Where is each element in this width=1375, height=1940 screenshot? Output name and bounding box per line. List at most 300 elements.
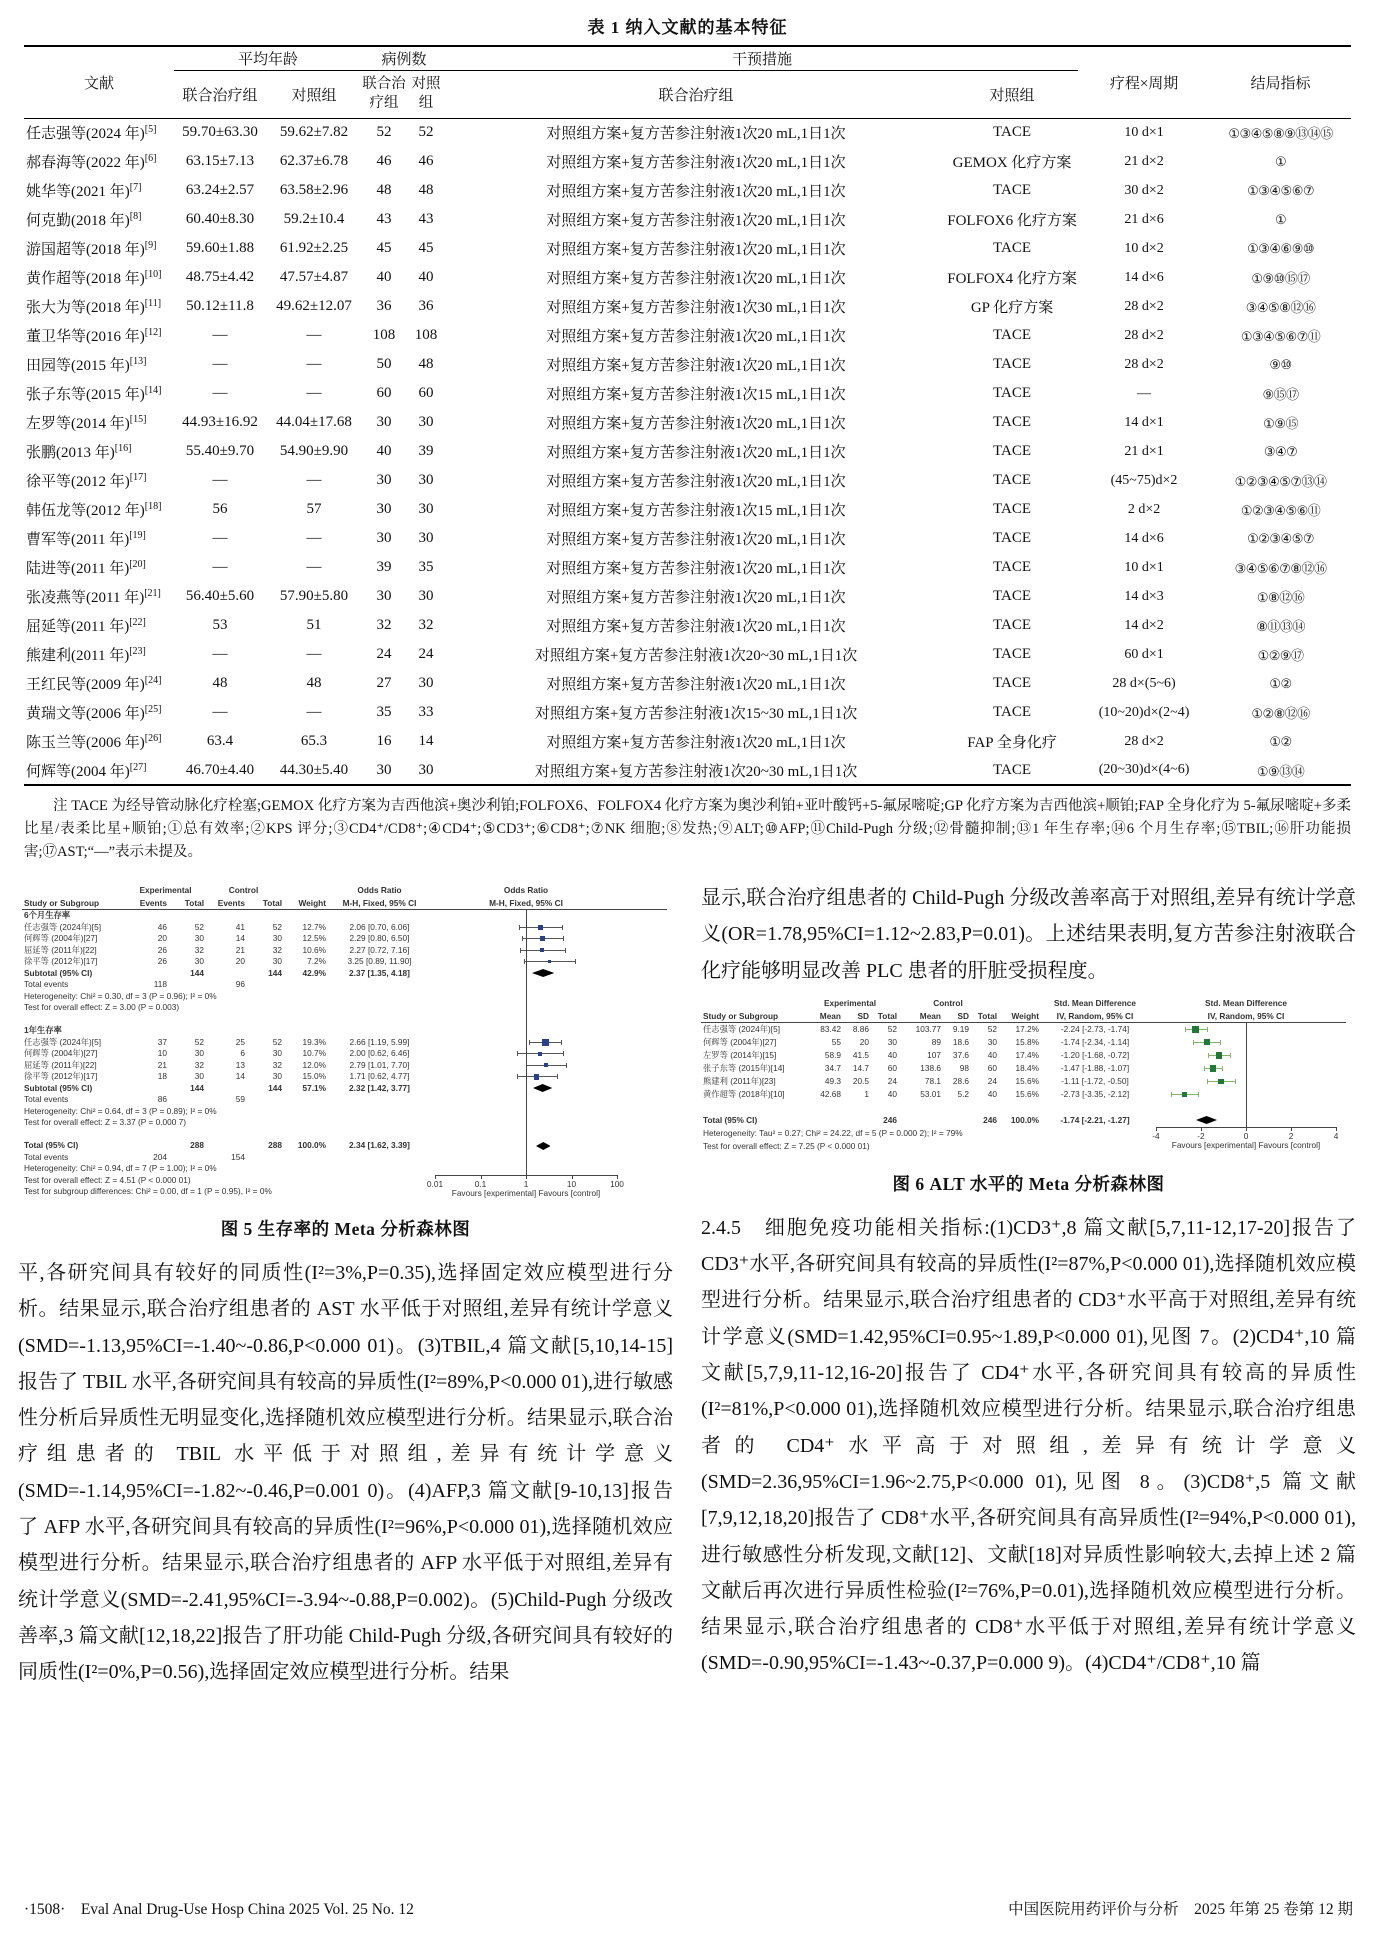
forest-cell: Heterogeneity: Chi² = 0.30, df = 3 (P = 0.96); I² = 0% — [24, 990, 217, 1001]
table-cell: 张鹏(2013 年)[16] — [26, 443, 132, 461]
forest-row — [701, 1088, 1346, 1101]
table-cell: TACE — [993, 646, 1032, 662]
forest-diamond — [533, 1084, 552, 1092]
col-header-course: 疗程×周期 — [1109, 75, 1179, 92]
table-cell: 16 — [376, 733, 392, 749]
col-header-age-ctl: 对照组 — [291, 87, 337, 104]
forest-cell: 34.7 — [824, 1062, 841, 1073]
forest-cell: 左罗等 (2014年)[15] — [703, 1049, 777, 1060]
forest-cell: Test for overall effect: Z = 3.00 (P = 0.003) — [24, 1002, 180, 1012]
table-row — [24, 582, 1351, 611]
forest-cell: IV, Random, 95% CI — [1207, 1010, 1285, 1021]
figure6-forest-plot — [701, 997, 1346, 1159]
forest-cell: 7.2% — [307, 956, 326, 966]
forest-cell: 2.06 [0.70, 6.06] — [349, 921, 410, 932]
forest-cell: 1.71 [0.62, 4.77] — [349, 1071, 410, 1081]
table-cell: TACE — [993, 588, 1032, 604]
table-row — [24, 524, 1351, 553]
table-cell: 60 d×1 — [1124, 646, 1164, 662]
table-cell: 61.92±2.25 — [279, 240, 349, 256]
table-cell: 对照组方案+复方苦参注射液1次20 mL,1日1次 — [546, 532, 846, 548]
table-cell: 63.15±7.13 — [185, 153, 255, 169]
table-cell: 对照组方案+复方苦参注射液1次20 mL,1日1次 — [546, 619, 846, 635]
forest-row — [22, 968, 667, 980]
forest-cell: 15.6% — [1015, 1075, 1039, 1086]
table-cell: 45 — [376, 240, 392, 256]
forest-cell: 12.7% — [302, 921, 326, 932]
forest-cell: 2.37 [1.35, 4.18] — [349, 967, 410, 978]
forest-cell: 17.2% — [1015, 1023, 1039, 1034]
table-cell: ①③④⑤⑥⑦⑪ — [1240, 329, 1321, 344]
forest-cell: 40 — [987, 1049, 997, 1060]
table-cell: 47.57±4.87 — [279, 269, 349, 285]
table-cell: 对照组方案+复方苦参注射液1次20 mL,1日1次 — [546, 445, 846, 461]
table-cell: TACE — [993, 559, 1032, 575]
forest-cell: 144 — [268, 1082, 282, 1093]
forest-ci-cap — [520, 948, 521, 953]
forest-ci-cap — [1207, 1079, 1208, 1084]
col-header-int-ctl: 对照组 — [989, 87, 1035, 104]
table-cell: — — [306, 646, 322, 662]
table-cell: ⑨⑮⑰ — [1262, 387, 1299, 402]
table-cell: 48 — [306, 675, 322, 691]
table-cell: 56.40±5.60 — [185, 588, 255, 604]
table-row — [24, 727, 1351, 756]
forest-cell: Experimental — [823, 997, 877, 1008]
forest-marker — [1210, 1065, 1217, 1072]
axis-tick-label: 0.01 — [426, 1178, 444, 1189]
forest-cell: 32 — [272, 1059, 282, 1070]
forest-row — [701, 1023, 1346, 1036]
table-cell: (10~20)d×(2~4) — [1098, 704, 1190, 720]
table-cell: TACE — [993, 704, 1032, 720]
forest-row — [22, 956, 667, 968]
table-cell: 39 — [376, 559, 392, 575]
table-cell: 40 — [376, 269, 392, 285]
table-cell: 32 — [418, 617, 434, 633]
forest-cell: 86 — [157, 1094, 167, 1104]
table-cell: ①⑨⑮ — [1263, 416, 1298, 431]
forest-cell: 40 — [887, 1049, 897, 1060]
table-cell: — — [212, 646, 228, 662]
forest-cell: Mean — [919, 1010, 941, 1021]
forest-ci-cap — [1207, 1027, 1208, 1032]
forest-diamond — [532, 969, 554, 977]
table-cell: 郝春海等(2022 年)[6] — [26, 153, 157, 171]
table-cell: 30 — [376, 414, 392, 430]
table-cell: 30 — [376, 530, 392, 546]
table-cell: 60.40±8.30 — [185, 211, 255, 227]
forest-cell: 2.34 [1.62, 3.39] — [349, 1140, 410, 1150]
table-row — [24, 437, 1351, 466]
table-cell: 对照组方案+复方苦参注射液1次15 mL,1日1次 — [546, 387, 846, 403]
table-row — [24, 205, 1351, 234]
table-cell: 对照组方案+复方苦参注射液1次15~30 mL,1日1次 — [534, 706, 858, 722]
forest-cell: 18.6 — [952, 1036, 969, 1047]
forest-cell: Std. Mean Difference — [1053, 997, 1137, 1008]
table-cell: 对照组方案+复方苦参注射液1次20 mL,1日1次 — [546, 271, 846, 287]
axis-favours-label: Favours [experimental] Favours [control] — [1171, 1139, 1321, 1150]
forest-cell: Events — [139, 898, 167, 908]
forest-cell: Heterogeneity: Chi² = 0.64, df = 3 (P = 0.89); I² = 0% — [24, 1105, 217, 1116]
table-cell: ①⑨⑩⑮⑰ — [1251, 271, 1310, 286]
forest-cell: 58.9 — [824, 1049, 841, 1060]
table-row — [24, 553, 1351, 582]
forest-cell: 83.42 — [820, 1023, 841, 1034]
right-column — [701, 878, 1356, 1691]
table-cell: 28 d×2 — [1124, 298, 1164, 314]
table-cell: 对照组方案+复方苦参注射液1次20 mL,1日1次 — [546, 561, 846, 577]
forest-cell: Total — [262, 898, 282, 908]
forest-row — [22, 1163, 667, 1175]
forest-marker — [1218, 1079, 1224, 1085]
forest-marker — [542, 1039, 549, 1046]
table-cell: 张凌燕等(2011 年)[21] — [26, 588, 161, 606]
forest-row — [22, 933, 667, 945]
forest-cell: 屈延等 (2011年)[22] — [24, 1059, 97, 1070]
forest-ci-cap — [1208, 1053, 1209, 1058]
table-cell: — — [306, 704, 322, 720]
table-cell: 对照组方案+复方苦参注射液1次20 mL,1日1次 — [546, 155, 846, 171]
axis-tick-label: 2 — [1288, 1130, 1294, 1141]
table-cell: 51 — [306, 617, 322, 633]
table-cell: 对照组方案+复方苦参注射液1次20~30 mL,1日1次 — [534, 763, 858, 780]
table-cell: 黄作超等(2018 年)[10] — [26, 269, 162, 287]
section-2-4-5-paragraph: 2.4.5 细胞免疫功能相关指标:(1)CD3⁺,8 篇文献[5,7,11-12,17-20]报告了 CD3⁺水平,各研究间具有较高的异质性(I²=87%,P<0.000 01),选择随机效应模型进行分析。结果显示,联合治疗组患者的 CD3⁺水平高于对照组,差异有统计学意义(SMD=1.42,95%CI=0.95~1.89,P<0.000 01),见图 7。(2)CD4⁺,10 篇文献[5,7,9,11-12,16-20]报告了 CD4⁺水平,各研究间具有较高的异质性(I²=81%,P<0.000 01),选择随机效应模型进行分析。结果显示,联合治疗组患者的 CD4⁺水平高于对照组,差异有统计学意义(SMD=2.36,95%CI=1.96~2.75,P<0.000 01),见图 8。(3)CD8⁺,5 篇文献[7,9,12,18,20]报告了 CD8⁺水平,各研究间具有高异质性(I²=94%,P<0.000 01),进行敏感性分析发现,文献[12]、文献[18]对异质性影响较大,去掉上述 2 篇文献后再次进行异质性检验(I²=76%,P=0.01),选择随机效应模型进行分析。结果显示,联合治疗组患者的 CD8⁺水平低于对照组,差异有统计学意义(SMD=-0.90,95%CI=-1.43~-0.37,P=0.000 9)。(4)CD4⁺/CD8⁺,10 篇 — [701, 1216, 1356, 1675]
table-cell: 游国超等(2018 年)[9] — [26, 240, 157, 258]
table-cell: 徐平等(2012 年)[17] — [26, 472, 147, 490]
forest-cell: 任志强等 (2024年)[5] — [24, 921, 101, 932]
forest-cell: -1.74 [-2.34, -1.14] — [1060, 1036, 1130, 1047]
forest-cell: SD — [857, 1010, 869, 1021]
col-group-cases: 病例数 — [362, 46, 446, 70]
left-column-paragraph: 平,各研究间具有较好的同质性(I²=3%,P=0.35),选择固定效应模型进行分析。结果显示,联合治疗组患者的 AST 水平低于对照组,差异有统计学意义(SMD=-1.13,95%CI=-1.40~-0.86,P<0.000 01)。(3)TBIL,4 篇文献[5,10,14-15]报告了 TBIL 水平,各研究间具有较高的异质性(I²=89%,P<0.000 01),进行敏感性分析后异质性无明显变化,选择随机效应模型进行分析。结果显示,联合治疗组患者的 TBIL 水平低于对照组,差异有统计学意义(SMD=-1.14,95%CI=-1.82~-0.46,P=0.001 0)。(4)AFP,3 篇文献[9-10,13]报告了 AFP 水平,各研究间具有较高的异质性(I²=96%,P<0.000 01),选择随机效应模型进行分析。结果显示,联合治疗组患者的 AFP 水平低于对照组,差异有统计学意义(SMD=-2.41,95%CI=-3.94~-0.88,P=0.002)。(5)Child-Pugh 分级改善率,3 篇文献[12,18,22]报告了肝功能 Child-Pugh 分级,各研究间具有较好的同质性(I²=0%,P=0.56),选择固定效应模型进行分析。结果 — [18, 1262, 674, 1684]
forest-cell: 59 — [235, 1094, 245, 1104]
table-cell: 28 d×2 — [1124, 327, 1164, 343]
table-cell: 39 — [418, 443, 434, 459]
table-cell: 30 — [418, 761, 434, 778]
forest-cell: -1.11 [-1.72, -0.50] — [1061, 1075, 1129, 1086]
table-cell: 54.90±9.90 — [279, 443, 349, 459]
forest-cell: 154 — [231, 1151, 245, 1162]
table-cell: 63.58±2.96 — [279, 182, 349, 198]
table-cell: 62.37±6.78 — [279, 153, 349, 169]
table-cell: 50 — [376, 356, 392, 372]
forest-cell: 32 — [194, 944, 204, 955]
table-cell: 46.70±4.40 — [185, 761, 255, 778]
axis-tick-label: 10 — [566, 1178, 577, 1189]
forest-cell: 53.01 — [920, 1088, 941, 1099]
forest-cell: 12.5% — [302, 933, 326, 943]
table-cell: 45 — [418, 240, 434, 256]
table-cell: — — [1137, 385, 1152, 401]
forest-row — [22, 1152, 667, 1164]
forest-cell: 26 — [157, 944, 167, 955]
table-cell: 董卫华等(2016 年)[12] — [26, 327, 162, 345]
forest-cell: 24 — [887, 1075, 897, 1086]
forest-cell: 20 — [859, 1036, 869, 1047]
forest-marker — [1204, 1039, 1210, 1045]
table-cell: 对照组方案+复方苦参注射液1次20~30 mL,1日1次 — [534, 648, 858, 664]
forest-cell: 60 — [887, 1062, 897, 1073]
forest-cell: Std. Mean Difference — [1204, 997, 1288, 1008]
table-cell: 韩伍龙等(2012 年)[18] — [26, 501, 162, 519]
table-row — [24, 466, 1351, 495]
table-cell: TACE — [993, 356, 1032, 372]
table-cell: 48 — [418, 182, 434, 198]
forest-cell: SD — [957, 1010, 969, 1021]
table-cell: 对照组方案+复方苦参注射液1次30 mL,1日1次 — [546, 300, 846, 316]
table-cell: 14 d×6 — [1124, 530, 1164, 546]
col-header-cases-ctl: 对照组 — [411, 76, 441, 111]
table1-title: 表 1 纳入文献的基本特征 — [587, 18, 788, 37]
table-cell: 左罗等(2014 年)[15] — [26, 414, 147, 432]
table-cell: 姚华等(2021 年)[7] — [26, 182, 142, 200]
table-cell: 44.93±16.92 — [182, 414, 258, 430]
forest-cell: 2.66 [1.19, 5.99] — [349, 1036, 410, 1047]
col-header-cases-exp: 联合治疗组 — [362, 76, 406, 111]
table-cell: FOLFOX6 化疗方案 — [947, 213, 1077, 229]
forest-ci-cap — [1185, 1027, 1186, 1032]
forest-cell: Heterogeneity: Chi² = 0.94, df = 7 (P = 1.00); I² = 0% — [24, 1163, 217, 1173]
table-cell: — — [212, 472, 228, 488]
table-cell: 24 — [418, 646, 434, 662]
forest-ci-cap — [519, 925, 520, 930]
table-cell: ①②③④⑤⑦⑬⑭ — [1234, 474, 1327, 489]
forest-ci-cap — [522, 936, 523, 941]
table-cell: 28 d×2 — [1124, 356, 1164, 372]
figure5-caption: 图 5 生存率的 Meta 分析森林图 — [220, 1219, 471, 1239]
forest-cell: 42.68 — [820, 1088, 841, 1099]
forest-cell: 40 — [887, 1088, 897, 1099]
forest-cell: 41 — [235, 921, 245, 932]
axis-tick-label: 4 — [1333, 1130, 1339, 1141]
table-cell: 60 — [418, 385, 434, 401]
table-cell: 59.2±10.4 — [283, 211, 345, 227]
forest-cell: Study or Subgroup — [703, 1010, 779, 1021]
forest-cell: -2.24 [-2.73, -1.74] — [1060, 1023, 1130, 1034]
table-cell: — — [306, 327, 322, 343]
forest-marker — [540, 936, 545, 941]
table-row — [24, 756, 1351, 785]
table-cell: TACE — [993, 443, 1032, 459]
forest-cell: Weight — [1011, 1010, 1039, 1021]
table-cell: (20~30)d×(4~6) — [1098, 762, 1190, 777]
table-cell: 56 — [212, 501, 228, 517]
table-cell: 对照组方案+复方苦参注射液1次20 mL,1日1次 — [546, 184, 846, 200]
forest-cell: Subtotal (95% CI) — [24, 967, 93, 978]
table-cell: TACE — [946, 118, 1078, 147]
table-cell: 43 — [376, 211, 392, 227]
col-header-age-exp: 联合治疗组 — [182, 87, 258, 104]
table-cell: 57 — [306, 501, 322, 517]
forest-cell: 21 — [235, 944, 245, 955]
forest-cell: 30 — [272, 933, 282, 943]
table-cell: TACE — [993, 761, 1032, 778]
table-cell: (45~75)d×2 — [1110, 472, 1178, 488]
table-cell: — — [212, 385, 228, 401]
table-cell: 40 — [418, 269, 434, 285]
table-cell: 52 — [406, 118, 446, 147]
table-cell: 60 — [376, 385, 392, 401]
forest-cell: 98 — [959, 1062, 969, 1073]
forest-ci-cap — [517, 1074, 518, 1079]
table-cell: ①②⑨⑰ — [1257, 648, 1304, 663]
forest-cell: Total (95% CI) — [24, 1140, 79, 1150]
table-row — [24, 176, 1351, 205]
forest-cell: 何辉等 (2004年)[27] — [24, 933, 98, 943]
table-cell: 48 — [212, 675, 228, 691]
forest-cell: 2.32 [1.42, 3.77] — [349, 1082, 410, 1093]
forest-cell: 熊建利 (2011年)[23] — [703, 1075, 776, 1086]
forest-cell: 屈延等 (2011年)[22] — [24, 944, 97, 955]
forest-cell: Events — [217, 898, 245, 908]
forest-cell: 24 — [987, 1075, 997, 1086]
forest-cell: Total — [184, 898, 204, 908]
table-cell: 33 — [418, 704, 434, 720]
forest-cell: 5.2 — [957, 1088, 969, 1099]
table-cell: 50.12±11.8 — [186, 298, 254, 314]
table-cell: 14 d×3 — [1124, 588, 1164, 604]
forest-ci-cap — [557, 1074, 558, 1079]
forest-cell: 18.4% — [1015, 1062, 1039, 1073]
forest-cell: 15.6% — [1015, 1088, 1039, 1099]
table-cell: — — [212, 356, 228, 372]
table-cell: 14 d×1 — [1124, 414, 1164, 430]
forest-cell: 30 — [987, 1036, 997, 1047]
forest-row — [701, 1114, 1346, 1127]
forest-row — [701, 1036, 1346, 1049]
table-cell: 对照组方案+复方苦参注射液1次20 mL,1日1次 — [546, 416, 846, 432]
forest-cell: -2.73 [-3.35, -2.12] — [1060, 1088, 1130, 1099]
forest-cell: 20 — [157, 933, 167, 943]
forest-cell: Weight — [298, 898, 326, 908]
forest-cell: 118 — [153, 979, 167, 989]
forest-cell: 2.29 [0.80, 6.50] — [349, 933, 410, 943]
axis-tick-label: -4 — [1152, 1130, 1160, 1141]
table-cell: 14 d×6 — [1124, 269, 1164, 285]
table-cell: 30 — [376, 472, 392, 488]
forest-ci-cap — [1222, 1066, 1223, 1071]
forest-cell: 30 — [194, 1071, 204, 1081]
forest-cell: Control — [933, 997, 963, 1008]
table-cell: — — [212, 530, 228, 546]
col-group-age: 平均年龄 — [174, 46, 362, 70]
forest-cell: Total events — [24, 1151, 69, 1162]
forest-cell: 52 — [987, 1023, 997, 1034]
forest-cell: Test for overall effect: Z = 4.51 (P < 0.000 01) — [24, 1174, 191, 1185]
forest-cell: Test for overall effect: Z = 7.25 (P < 0.000 01) — [703, 1140, 870, 1151]
table-cell: TACE — [993, 240, 1032, 256]
table-row — [24, 408, 1351, 437]
forest-ci-cap — [575, 959, 576, 964]
forest-row — [22, 1094, 667, 1106]
forest-row — [22, 922, 667, 934]
table-cell: — — [306, 530, 322, 546]
forest-marker — [548, 960, 551, 963]
forest-rule — [1246, 1023, 1247, 1127]
forest-cell: 46 — [157, 921, 167, 932]
table-cell: FAP 全身化疗 — [967, 735, 1057, 751]
table-cell: TACE — [993, 385, 1032, 401]
forest-cell: 25 — [235, 1036, 245, 1047]
forest-cell: 96 — [235, 979, 245, 989]
forest-marker — [538, 925, 543, 930]
table-cell: 48 — [376, 182, 392, 198]
forest-cell: 107 — [927, 1049, 941, 1060]
forest-cell: -1.47 [-1.88, -1.07] — [1060, 1062, 1130, 1073]
forest-cell: 20 — [235, 956, 245, 966]
forest-cell: 52 — [272, 1036, 282, 1047]
forest-cell: 15.8% — [1015, 1036, 1039, 1047]
table-row — [24, 321, 1351, 350]
forest-ci-cap — [517, 1051, 518, 1056]
table-cell: 24 — [376, 646, 392, 662]
table-cell: ①⑧⑫⑯ — [1256, 590, 1305, 605]
forest-cell: Total (95% CI) — [703, 1114, 758, 1125]
table-cell: 对照组方案+复方苦参注射液1次15 mL,1日1次 — [546, 503, 846, 519]
table-row — [24, 495, 1351, 524]
table-cell: ①⑨⑬⑭ — [1256, 763, 1305, 779]
forest-cell: Test for subgroup differences: Chi² = 0.00, df = 1 (P = 0.95), I² = 0% — [24, 1186, 272, 1196]
forest-ci-cap — [529, 1040, 530, 1045]
forest-cell: 52 — [194, 1036, 204, 1047]
forest-cell: 2.27 [0.72, 7.16] — [349, 944, 410, 955]
table-row — [24, 698, 1351, 727]
forest-cell: 52 — [194, 921, 204, 932]
forest-cell: 60 — [987, 1062, 997, 1073]
forest-marker — [538, 1052, 542, 1056]
table-cell: 55.40±9.70 — [185, 443, 255, 459]
forest-cell: 2.79 [1.01, 7.70] — [349, 1059, 410, 1070]
forest-cell: 28.6 — [952, 1075, 969, 1086]
forest-cell: 288 — [268, 1140, 282, 1150]
forest-cell: 246 — [983, 1114, 997, 1125]
forest-row — [22, 1071, 667, 1083]
forest-cell: Total events — [24, 979, 69, 989]
table-cell: ①②③④⑤⑥⑪ — [1240, 503, 1321, 518]
table-cell: 59.60±1.88 — [185, 240, 255, 256]
forest-cell: 100.0% — [1010, 1114, 1039, 1125]
table-cell: ①③④⑥⑨⑩ — [1247, 240, 1315, 256]
forest-row — [22, 1048, 667, 1060]
forest-cell: 144 — [190, 967, 204, 978]
forest-cell: 37 — [157, 1036, 167, 1047]
table-cell: ①②③④⑤⑦ — [1247, 530, 1315, 546]
table-cell: 王红民等(2009 年)[24] — [26, 675, 162, 693]
forest-cell: 8.86 — [852, 1023, 869, 1034]
forest-cell: 30 — [194, 1048, 204, 1058]
table-cell: 对照组方案+复方苦参注射液1次20 mL,1日1次 — [546, 474, 846, 490]
axis-favours-label: Favours [experimental] Favours [control] — [451, 1187, 601, 1198]
forest-cell: 3.25 [0.89, 11.90] — [347, 956, 412, 966]
table-cell: ①③④⑤⑧⑨⑬⑭⑮ — [1210, 118, 1351, 147]
forest-cell: M-H, Fixed, 95% CI — [489, 898, 563, 908]
forest-marker — [1216, 1052, 1222, 1058]
table-cell: 30 — [418, 675, 434, 691]
forest-cell: Total events — [24, 1094, 69, 1104]
table-cell: 44.04±17.68 — [276, 414, 352, 430]
forest-row — [701, 1075, 1346, 1088]
forest-cell: Control — [228, 885, 259, 895]
forest-cell: 246 — [883, 1114, 897, 1125]
table-cell: 黄瑞文等(2006 年)[25] — [26, 704, 162, 722]
table-row — [24, 118, 1351, 147]
forest-cell: 20.5 — [852, 1075, 869, 1086]
forest-marker — [540, 948, 544, 952]
table-cell: 对照组方案+复方苦参注射液1次20 mL,1日1次 — [546, 677, 846, 693]
forest-cell: Odds Ratio — [503, 885, 549, 895]
